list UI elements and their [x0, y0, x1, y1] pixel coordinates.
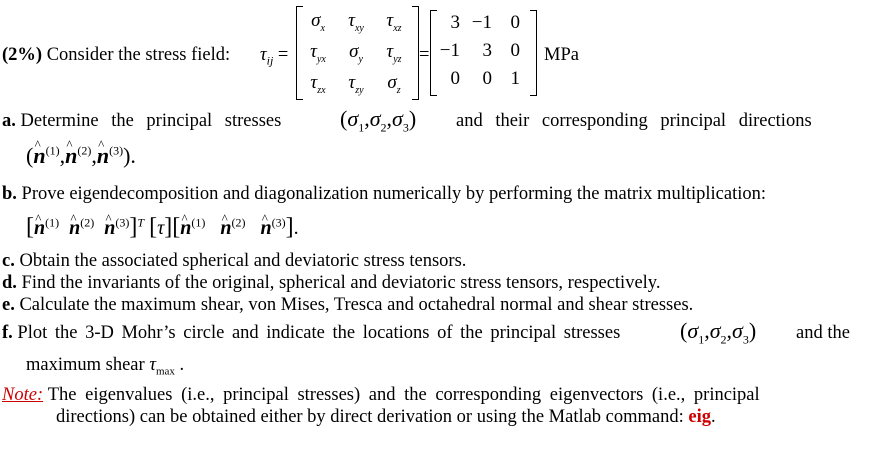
note: Note: The eigenvalues (i.e., principal stresses) and the corresponding eigenvectors (i.e., principal [2, 385, 760, 405]
symbolic-cell: $\tau_{xz}$ [386, 10, 402, 34]
equals-sign: = [419, 45, 430, 65]
item-f-stresses-expr: $(\sigma_1,\sigma_2,\sigma_3)$ [680, 318, 757, 347]
numeric-cell: 3 [482, 40, 492, 61]
numeric-cell: −1 [471, 12, 492, 33]
numeric-cell: 1 [510, 68, 520, 89]
item-d: d. Find the invariants of the original, spherical and deviatoric stress tensors, respectively. [2, 273, 661, 293]
numeric-cell: 0 [482, 68, 492, 89]
matlab-command: eig [688, 407, 712, 427]
item-e: e. Calculate the maximum shear, von Mises, Tresca and octahedral normal and shear stresses. [2, 295, 694, 315]
numeric-cell: 0 [510, 12, 520, 33]
note-line2: directions) can be obtained either by direct derivation or using the Matlab command: eig. [56, 407, 716, 427]
item-a-cont: and their corresponding principal directions [456, 111, 812, 131]
symbolic-cell: $\tau_{zx}$ [310, 72, 326, 96]
item-f: f. Plot the 3-D Mohr’s circle and indicate the locations of the principal stresses [2, 323, 621, 343]
intro-text: Consider the stress field: [46, 45, 231, 65]
item-f-cont: and the [796, 323, 850, 343]
symbolic-cell: $\sigma_y$ [349, 41, 363, 65]
numeric-cell: −1 [439, 40, 460, 61]
note-label: Note: [2, 385, 44, 405]
symbolic-cell: $\tau_{xy}$ [348, 10, 364, 34]
tensor-symbol: $\tau_{ij}$ = [260, 45, 289, 68]
points-label: (2%) [2, 45, 43, 65]
numeric-cell: 0 [450, 68, 460, 89]
item-f-line2: maximum shear $\tau_{max}$ . [26, 355, 185, 378]
symbolic-cell: $\sigma_z$ [387, 72, 401, 96]
unit-label: MPa [544, 45, 579, 65]
principal-directions-expr: (^ $n^{(1)},\^{}$ $n^{(2)},\^{}$ $n^{(3)}$). [26, 145, 136, 167]
item-c: c. Obtain the associated spherical and deviatoric stress tensors. [2, 251, 467, 271]
matrix-product-expr: [^ $n^{(1)}$ ^ $n^{(2)}$ ^ $n^{(3)}]^T$ [τ][^ $n^{(1)}$ ^ $n^{(2)}$ ^ $n^{(3)}$]. [26, 216, 299, 239]
numeric-cell: 3 [450, 12, 460, 33]
problem-intro [2, 44, 230, 66]
symbolic-cell: $\tau_{yx}$ [310, 41, 326, 65]
symbolic-cell: $\tau_{yz}$ [386, 41, 402, 65]
symbolic-cell: $\sigma_x$ [311, 10, 325, 34]
item-b: b. Prove eigendecomposition and diagonalization numerically by performing the matrix multiplication: [2, 184, 766, 204]
symbolic-cell: $\tau_{zy}$ [348, 72, 364, 96]
principal-stresses-expr: $(\sigma_1,\sigma_2,\sigma_3)$ [340, 106, 417, 135]
item-a: a. Determine the principal stresses [2, 111, 282, 131]
numeric-cell: 0 [510, 40, 520, 61]
